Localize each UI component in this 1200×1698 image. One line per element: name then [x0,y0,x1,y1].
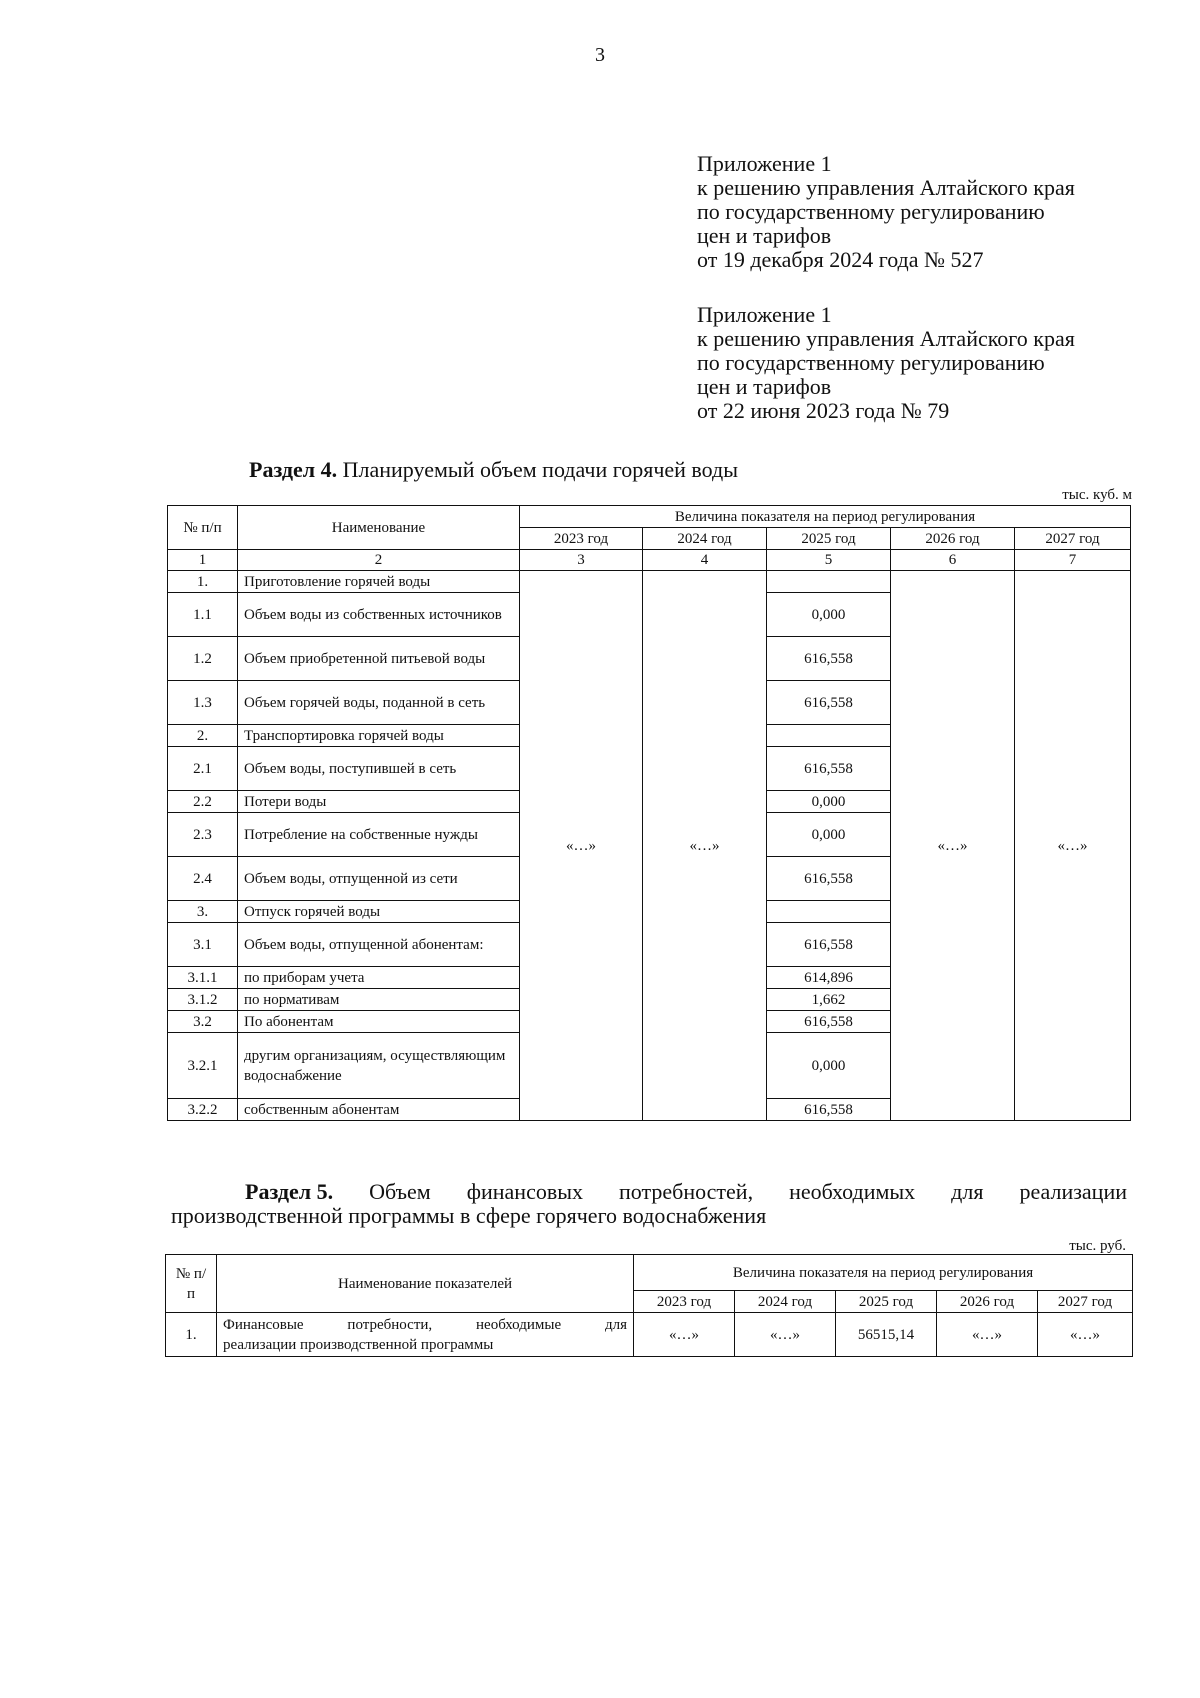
value-2025: 616,558 [767,1011,891,1033]
row-name-line2: реализации производственной программы [223,1336,494,1353]
row-num: 1.3 [168,681,238,725]
appendix-note-original [697,303,1075,423]
value-2025 [767,901,891,923]
row-num: 2.1 [168,747,238,791]
section5-title-word: потребностей, [619,1179,754,1204]
header-year: 2024 год [735,1291,836,1313]
value-2025 [767,571,891,593]
value-2024: «…» [735,1313,836,1357]
appendix-line: Приложение 1 [697,151,832,176]
header-value-group: Величина показателя на период регулирования [634,1255,1133,1291]
header-year: 2026 год [937,1291,1038,1313]
value-2025 [767,725,891,747]
row-num: 1. [168,571,238,593]
section5-title-line1 [171,1180,1127,1204]
section5-title-word: Объем [369,1179,431,1204]
row-name [217,1313,634,1357]
row-num: 1. [166,1313,217,1357]
column-number: 3 [520,550,643,571]
row-name: собственным абонентам [238,1099,520,1121]
value-2025: 616,558 [767,1099,891,1121]
value-2025: 616,558 [767,681,891,725]
appendix-note-current [697,152,1075,272]
row-name: Объем воды, отпущенной абонентам: [238,923,520,967]
header-name: Наименование [238,506,520,550]
section5-title-word: необходимых [789,1179,916,1204]
column-number: 7 [1015,550,1131,571]
appendix-line: к решению управления Алтайского края [697,326,1075,351]
column-number: 5 [767,550,891,571]
value-2026: «…» [937,1313,1038,1357]
section4-title [249,457,738,483]
table-row [168,571,1131,593]
appendix-line: от 19 декабря 2024 года № 527 [697,247,984,272]
section4-table [167,505,1131,1121]
value-2025: 1,662 [767,989,891,1011]
value-2027: «…» [1038,1313,1133,1357]
value-2025: 616,558 [767,857,891,901]
appendix-line: Приложение 1 [697,302,832,327]
header-year: 2027 год [1038,1291,1133,1313]
row-name: по нормативам [238,989,520,1011]
value-2025: 616,558 [767,637,891,681]
row-name: Отпуск горячей воды [238,901,520,923]
section5-title-word: реализации [1019,1179,1127,1204]
row-name: Объем воды, поступившей в сеть [238,747,520,791]
row-name: Транспортировка горячей воды [238,725,520,747]
section4-title-text: Планируемый объем подачи горячей воды [337,457,739,482]
row-name-line1: Финансовые потребности, необходимые для [223,1316,627,1333]
section5-table [165,1254,1133,1357]
placeholder-2023: «…» [520,571,643,1121]
appendix-line: от 22 июня 2023 года № 79 [697,398,950,423]
row-num: 2. [168,725,238,747]
row-name: по приборам учета [238,967,520,989]
row-num: 2.2 [168,791,238,813]
header-year: 2025 год [836,1291,937,1313]
row-name: Потери воды [238,791,520,813]
section5-title-bold: Раздел 5. [245,1179,334,1204]
header-year: 2026 год [891,528,1015,550]
row-name: Объем приобретенной питьевой воды [238,637,520,681]
column-number: 1 [168,550,238,571]
section4-unit: тыс. куб. м [1062,487,1132,503]
row-name: Объем воды, отпущенной из сети [238,857,520,901]
appendix-line: цен и тарифов [697,374,832,399]
row-num: 3.2.2 [168,1099,238,1121]
header-num: № п/п [166,1255,217,1313]
value-2025: 56515,14 [836,1313,937,1357]
header-name: Наименование показателей [217,1255,634,1313]
row-num: 1.1 [168,593,238,637]
section4-title-bold: Раздел 4. [249,457,338,482]
header-num: № п/п [168,506,238,550]
row-name: По абонентам [238,1011,520,1033]
row-name: Приготовление горячей воды [238,571,520,593]
header-year: 2027 год [1015,528,1131,550]
value-2023: «…» [634,1313,735,1357]
header-year: 2023 год [520,528,643,550]
row-name: Объем воды из собственных источников [238,593,520,637]
row-num: 3.2.1 [168,1033,238,1099]
row-num: 3.1.1 [168,967,238,989]
appendix-line: по государственному регулированию [697,350,1045,375]
table-row [166,1313,1133,1357]
header-year: 2024 год [643,528,767,550]
row-name: другим организациям, осуществляющим водоснабжение [238,1033,520,1099]
value-2025: 614,896 [767,967,891,989]
section5-title [171,1180,1127,1228]
row-num: 1.2 [168,637,238,681]
column-number: 6 [891,550,1015,571]
row-num: 2.3 [168,813,238,857]
section5-title-word: для [951,1179,984,1204]
value-2025: 0,000 [767,813,891,857]
row-num: 3.1 [168,923,238,967]
section5-title-line2: производственной программы в сфере горячего водоснабжения [171,1203,767,1228]
placeholder-2027: «…» [1015,571,1131,1121]
page-number: 3 [595,44,605,66]
value-2025: 0,000 [767,791,891,813]
header-value-group: Величина показателя на период регулирования [520,506,1131,528]
header-year: 2025 год [767,528,891,550]
value-2025: 0,000 [767,593,891,637]
column-number: 4 [643,550,767,571]
placeholder-2026: «…» [891,571,1015,1121]
header-year: 2023 год [634,1291,735,1313]
appendix-line: цен и тарифов [697,223,832,248]
row-num: 3. [168,901,238,923]
appendix-line: по государственному регулированию [697,199,1045,224]
row-name: Потребление на собственные нужды [238,813,520,857]
row-num: 2.4 [168,857,238,901]
row-name: Объем горячей воды, поданной в сеть [238,681,520,725]
column-number: 2 [238,550,520,571]
section5-title-word: финансовых [466,1179,584,1204]
section5-unit: тыс. руб. [1069,1238,1126,1254]
placeholder-2024: «…» [643,571,767,1121]
appendix-line: к решению управления Алтайского края [697,175,1075,200]
value-2025: 616,558 [767,923,891,967]
value-2025: 0,000 [767,1033,891,1099]
row-num: 3.1.2 [168,989,238,1011]
value-2025: 616,558 [767,747,891,791]
row-num: 3.2 [168,1011,238,1033]
